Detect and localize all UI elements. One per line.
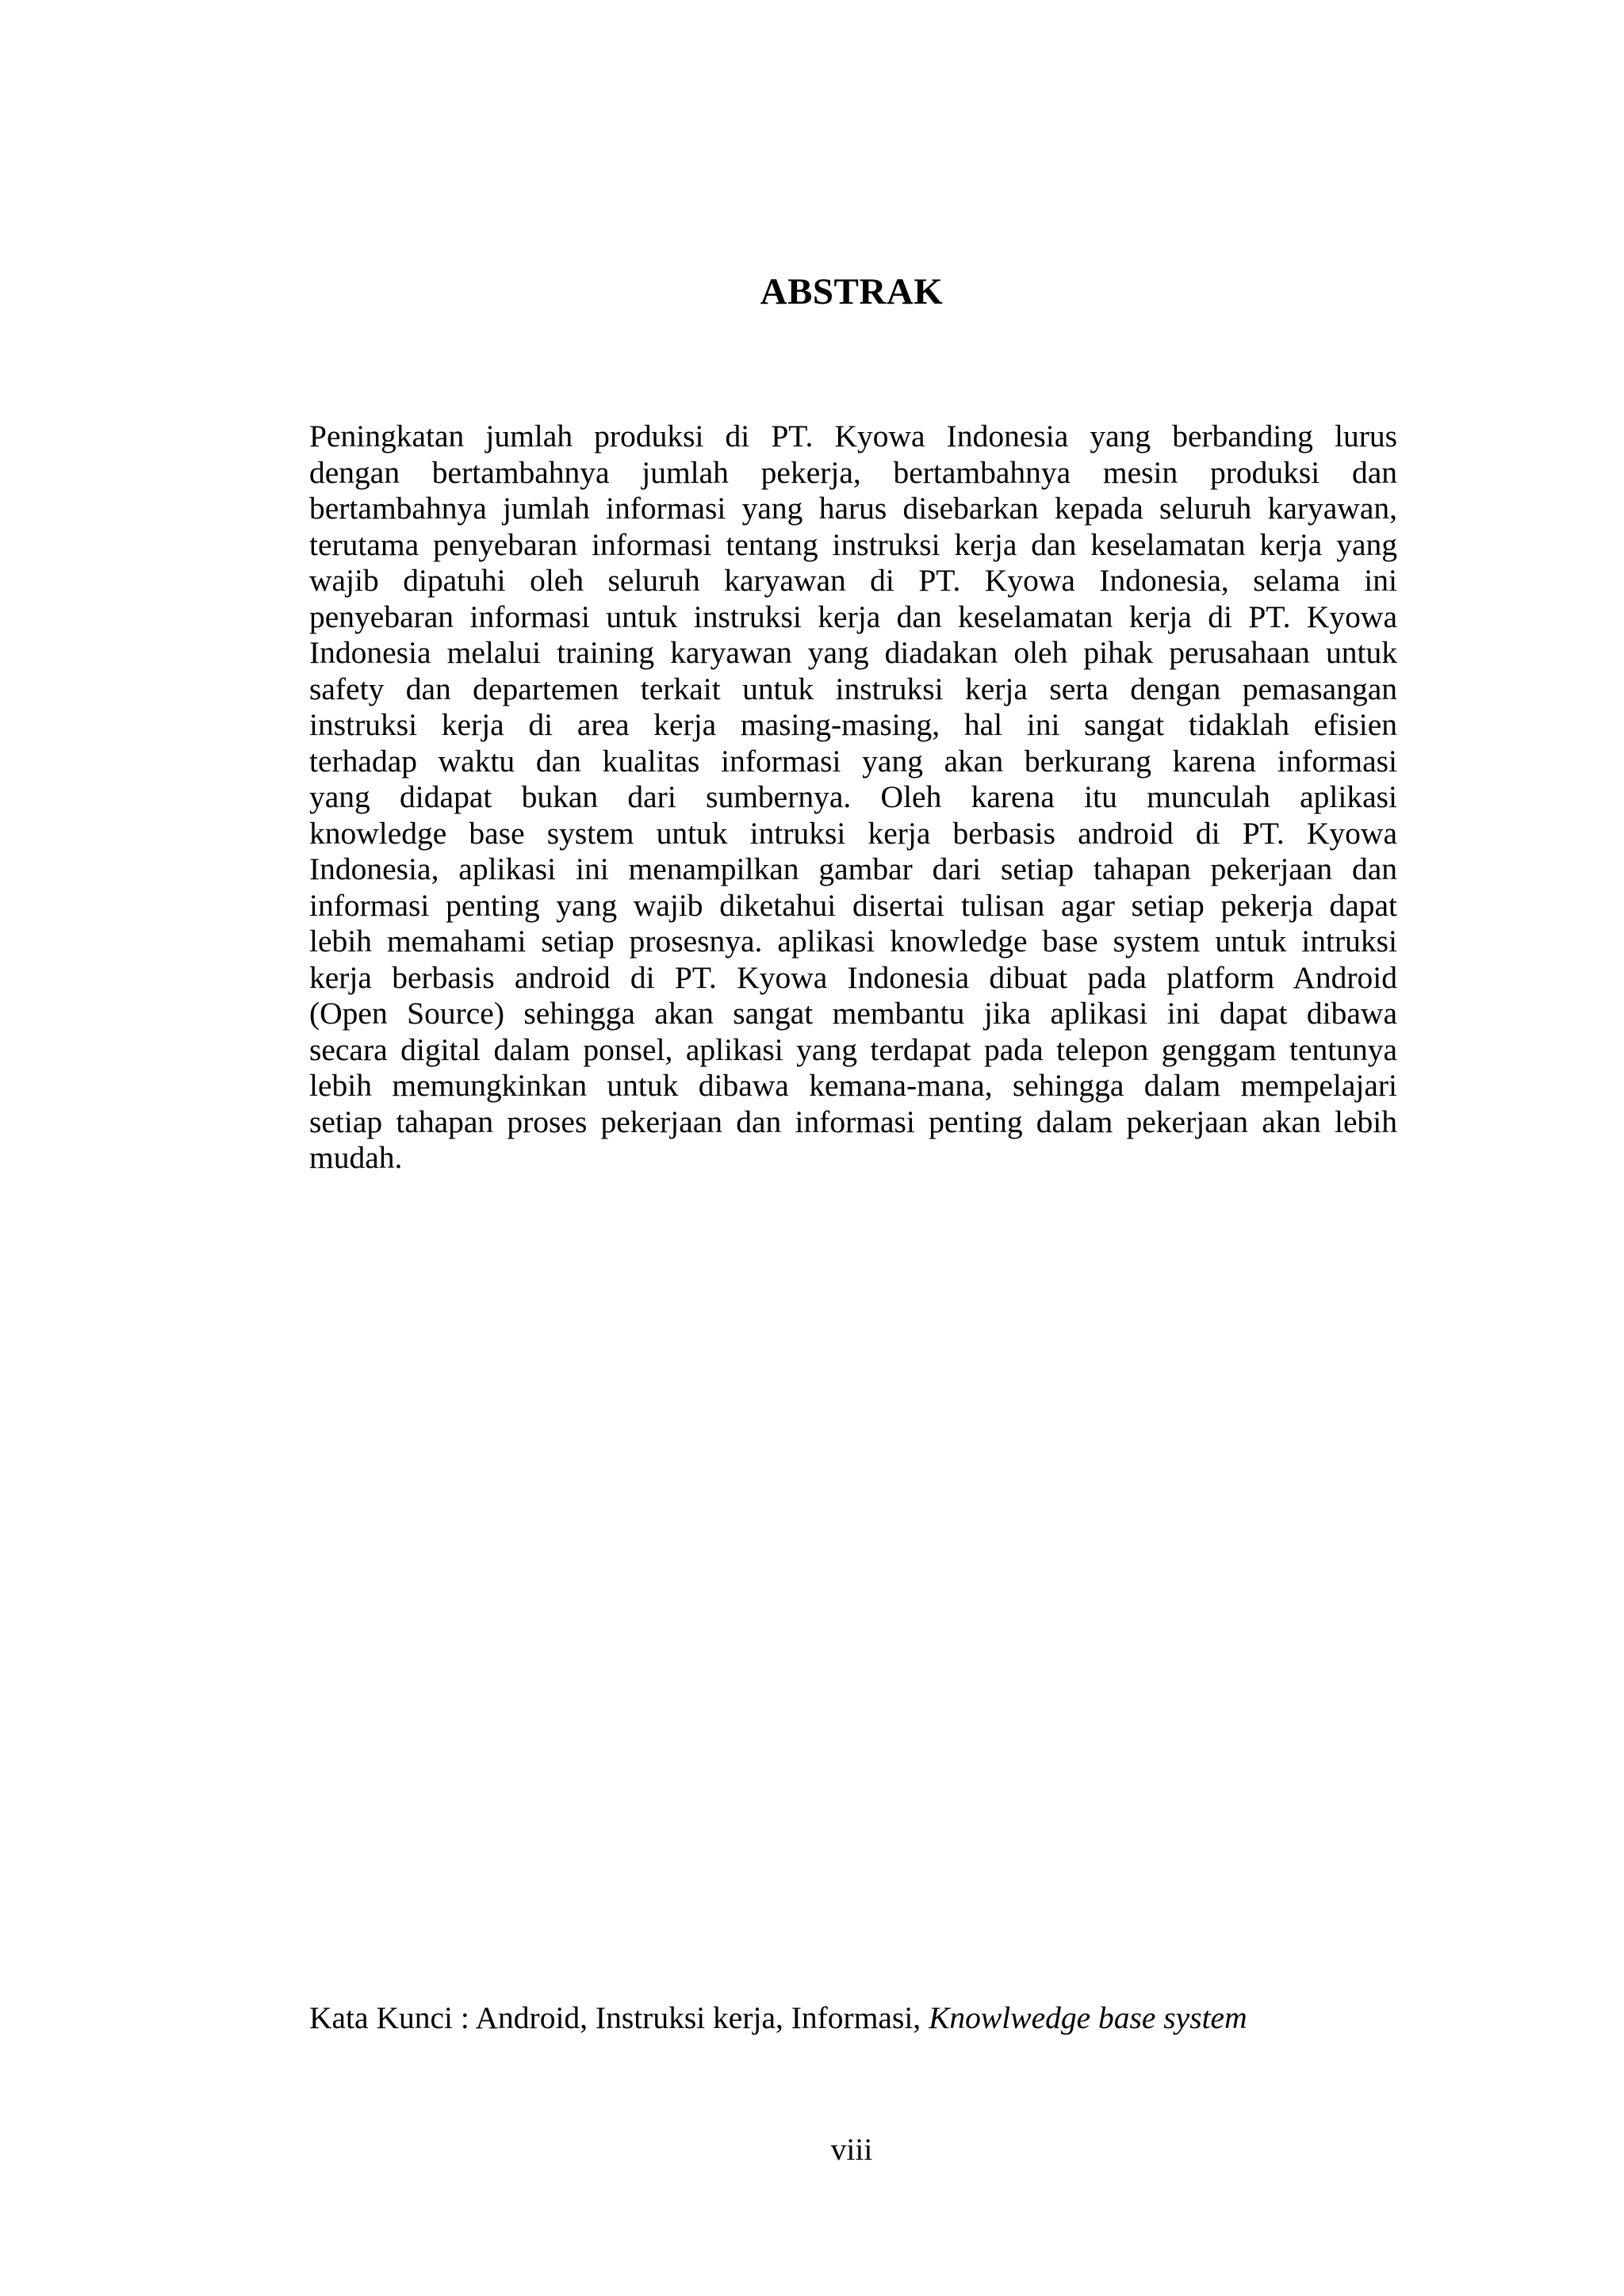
keywords-italic-term: Knowlwedge base system bbox=[929, 2000, 1247, 2035]
abstract-line: informasi penting yang wajib diketahui disertai tulisan agar setiap pekerja dapat bbox=[309, 887, 1397, 923]
abstract-line: secara digital dalam ponsel, aplikasi yang terdapat pada telepon genggam tentunya bbox=[309, 1031, 1397, 1067]
abstract-line: wajib dipatuhi oleh seluruh karyawan di PT. Kyowa Indonesia, selama ini bbox=[309, 563, 1397, 598]
abstract-line: dengan bertambahnya jumlah pekerja, bertambahnya mesin produksi dan bbox=[309, 454, 1397, 490]
page-number: viii bbox=[830, 2132, 873, 2167]
abstract-line: penyebaran informasi untuk instruksi kerja dan keselamatan kerja di PT. Kyowa bbox=[309, 599, 1397, 634]
keywords-line bbox=[309, 1999, 1247, 2036]
abstract-line: instruksi kerja di area kerja masing-masing, hal ini sangat tidaklah efisien bbox=[309, 707, 1397, 742]
abstract-line: lebih memahami setiap prosesnya. aplikasi knowledge base system untuk intruksi bbox=[309, 924, 1397, 959]
abstract-line: Peningkatan jumlah produksi di PT. Kyowa Indonesia yang berbanding lurus bbox=[309, 419, 1397, 453]
abstract-line: terutama penyebaran informasi tentang instruksi kerja dan keselamatan kerja yang bbox=[309, 526, 1397, 562]
abstract-paragraph bbox=[309, 419, 1397, 1177]
keywords-text: Kata Kunci : Android, Instruksi kerja, Informasi, bbox=[309, 2000, 929, 2035]
abstract-line: yang didapat bukan dari sumbernya. Oleh karena itu munculah aplikasi bbox=[309, 779, 1397, 814]
page-title: ABSTRAK bbox=[760, 271, 944, 312]
abstract-line: mudah. bbox=[309, 1140, 403, 1175]
abstract-line: Indonesia melalui training karyawan yang diadakan oleh pihak perusahaan untuk bbox=[309, 635, 1397, 670]
abstract-line: terhadap waktu dan kualitas informasi yang akan berkurang karena informasi bbox=[309, 743, 1397, 779]
abstract-line: (Open Source) sehingga akan sangat membantu jika aplikasi ini dapat dibawa bbox=[309, 996, 1397, 1031]
abstract-line: Indonesia, aplikasi ini menampilkan gambar dari setiap tahapan pekerjaan dan bbox=[309, 851, 1397, 886]
abstract-line: kerja berbasis android di PT. Kyowa Indonesia dibuat pada platform Android bbox=[309, 959, 1397, 995]
abstract-line: lebih memungkinkan untuk dibawa kemana-mana, sehingga dalam mempelajari bbox=[309, 1068, 1397, 1103]
abstract-line: bertambahnya jumlah informasi yang harus disebarkan kepada seluruh karyawan, bbox=[309, 491, 1397, 526]
abstract-line: knowledge base system untuk intruksi kerja berbasis android di PT. Kyowa bbox=[309, 815, 1397, 851]
abstract-line: safety dan departemen terkait untuk instruksi kerja serta dengan pemasangan bbox=[309, 671, 1397, 706]
abstract-line: setiap tahapan proses pekerjaan dan informasi penting dalam pekerjaan akan lebih bbox=[309, 1104, 1397, 1139]
